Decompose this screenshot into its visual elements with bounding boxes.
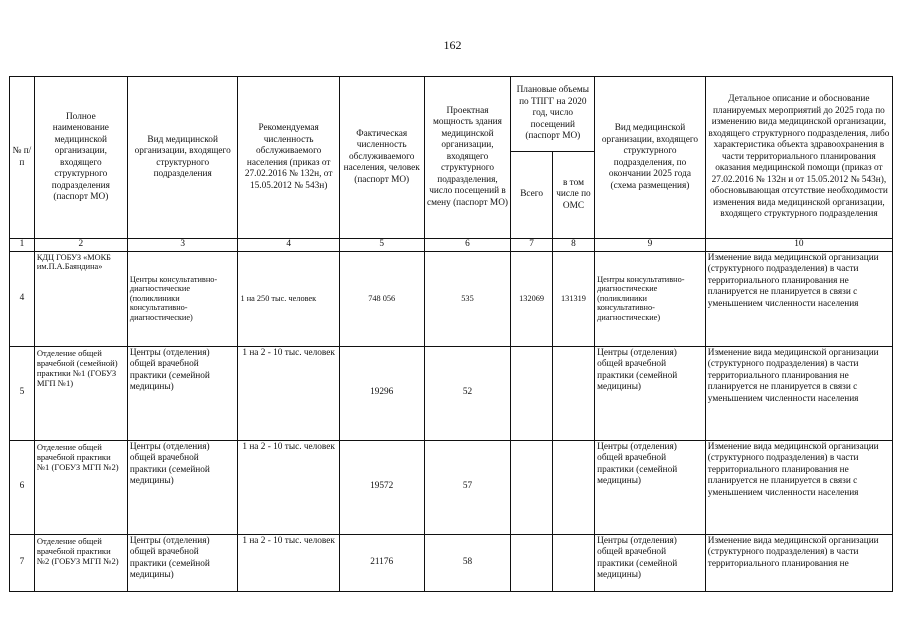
org-type: Центры консультативно-диагностические (поликлиники консультативно-диагностические) xyxy=(127,251,238,346)
column-number: 4 xyxy=(238,239,339,252)
header-recommended: Рекомендуемая численность обслуживаемого населения (приказ от 27.02.2016 № 132н, от 15.05.2012 № 543н) xyxy=(238,77,339,239)
table-row xyxy=(10,346,893,440)
header-full-name: Полное наименование медицинской организации, входящего структурного подразделения (паспорт МО) xyxy=(34,77,127,239)
column-number: 8 xyxy=(552,239,594,252)
recommended-population: 1 на 2 - 10 тыс. человек xyxy=(238,534,339,591)
planned-total: 132069 xyxy=(511,251,552,346)
planned-total xyxy=(511,534,552,591)
org-type: Центры (отделения) общей врачебной практики (семейной медицины) xyxy=(127,534,238,591)
org-name: Отделение общей врачебной (семейной) практики №1 (ГОБУЗ МГП №1) xyxy=(34,346,127,440)
header-actual: Фактическая численность обслуживаемого населения, человек (паспорт МО) xyxy=(339,77,424,239)
row-number: 6 xyxy=(10,440,35,534)
header-planned-oms: в том числе по ОМС xyxy=(552,152,594,239)
capacity: 52 xyxy=(424,346,511,440)
org-type: Центры (отделения) общей врачебной практики (семейной медицины) xyxy=(127,440,238,534)
column-number-row xyxy=(10,239,893,252)
column-number: 2 xyxy=(34,239,127,252)
header-capacity: Проектная мощность здания медицинской организации, входящего структурного подразделения, число посещений в смену (паспорт МО) xyxy=(424,77,511,239)
org-name: Отделение общей врачебной практики №2 (ГОБУЗ МГП №2) xyxy=(34,534,127,591)
description: Изменение вида медицинской организации (структурного подразделения) в части территориального планирования не планируется не планируется в связи с уменьшением численности населения xyxy=(705,440,892,534)
type-2025: Центры (отделения) общей врачебной практики (семейной медицины) xyxy=(595,346,706,440)
planned-oms xyxy=(552,346,594,440)
header-planned-total: Всего xyxy=(511,152,552,239)
description: Изменение вида медицинской организации (структурного подразделения) в части территориального планирования не планируется не планируется в связи с уменьшением численности населения xyxy=(705,251,892,346)
table-row xyxy=(10,251,893,346)
actual-population: 21176 xyxy=(339,534,424,591)
header-org-type: Вид медицинской организации, входящего структурного подразделения xyxy=(127,77,238,239)
column-number: 6 xyxy=(424,239,511,252)
table-row xyxy=(10,534,893,591)
facilities-table xyxy=(9,76,893,592)
header-num: № п/ п xyxy=(10,77,35,239)
org-name: КДЦ ГОБУЗ «МОКБ им.П.А.Баяндина» xyxy=(34,251,127,346)
column-number: 3 xyxy=(127,239,238,252)
planned-total xyxy=(511,346,552,440)
capacity: 57 xyxy=(424,440,511,534)
recommended-population: 1 на 250 тыс. человек xyxy=(238,251,339,346)
capacity: 58 xyxy=(424,534,511,591)
page-number: 162 xyxy=(443,38,462,52)
actual-population: 19296 xyxy=(339,346,424,440)
column-number: 7 xyxy=(511,239,552,252)
column-number: 5 xyxy=(339,239,424,252)
header-planned: Плановые объемы по ТПГГ на 2020 год, число посещений (паспорт МО) xyxy=(511,77,595,152)
planned-total xyxy=(511,440,552,534)
description: Изменение вида медицинской организации (структурного подразделения) в части территориального планирования не планируется не планируется в связи с уменьшением численности населения xyxy=(705,346,892,440)
row-number: 4 xyxy=(10,251,35,346)
planned-oms xyxy=(552,534,594,591)
column-number: 1 xyxy=(10,239,35,252)
capacity: 535 xyxy=(424,251,511,346)
planned-oms xyxy=(552,440,594,534)
org-name: Отделение общей врачебной практики №1 (ГОБУЗ МГП №2) xyxy=(34,440,127,534)
row-number: 7 xyxy=(10,534,35,591)
header-type-2025: Вид медицинской организации, входящего структурного подразделения, по окончании 2025 года (схема размещения) xyxy=(595,77,706,239)
type-2025: Центры (отделения) общей врачебной практики (семейной медицины) xyxy=(595,440,706,534)
header-description: Детальное описание и обоснование планируемых мероприятий до 2025 года по изменению вида медицинской организации, входящего структурного подразделения, либо характеристика объекта здравоохранения в части территориального планирования оказания медицинской помощи (приказ от 27.02.2016 № 132н и от 15.05.2012 № 543н), обосновывающая отсутствие необходимости изменения вида медицинской организации, входящего структурного подразделения xyxy=(705,77,892,239)
description: Изменение вида медицинской организации (структурного подразделения) в части территориального планирования не xyxy=(705,534,892,591)
type-2025: Центры (отделения) общей врачебной практики (семейной медицины) xyxy=(595,534,706,591)
planned-oms: 131319 xyxy=(552,251,594,346)
column-number: 10 xyxy=(705,239,892,252)
table-row xyxy=(10,440,893,534)
org-type: Центры (отделения) общей врачебной практики (семейной медицины) xyxy=(127,346,238,440)
actual-population: 748 056 xyxy=(339,251,424,346)
header-row xyxy=(10,77,893,152)
row-number: 5 xyxy=(10,346,35,440)
column-number: 9 xyxy=(595,239,706,252)
actual-population: 19572 xyxy=(339,440,424,534)
type-2025: Центры консультативно-диагностические (поликлиники консультативно-диагностические) xyxy=(595,251,706,346)
recommended-population: 1 на 2 - 10 тыс. человек xyxy=(238,346,339,440)
recommended-population: 1 на 2 - 10 тыс. человек xyxy=(238,440,339,534)
